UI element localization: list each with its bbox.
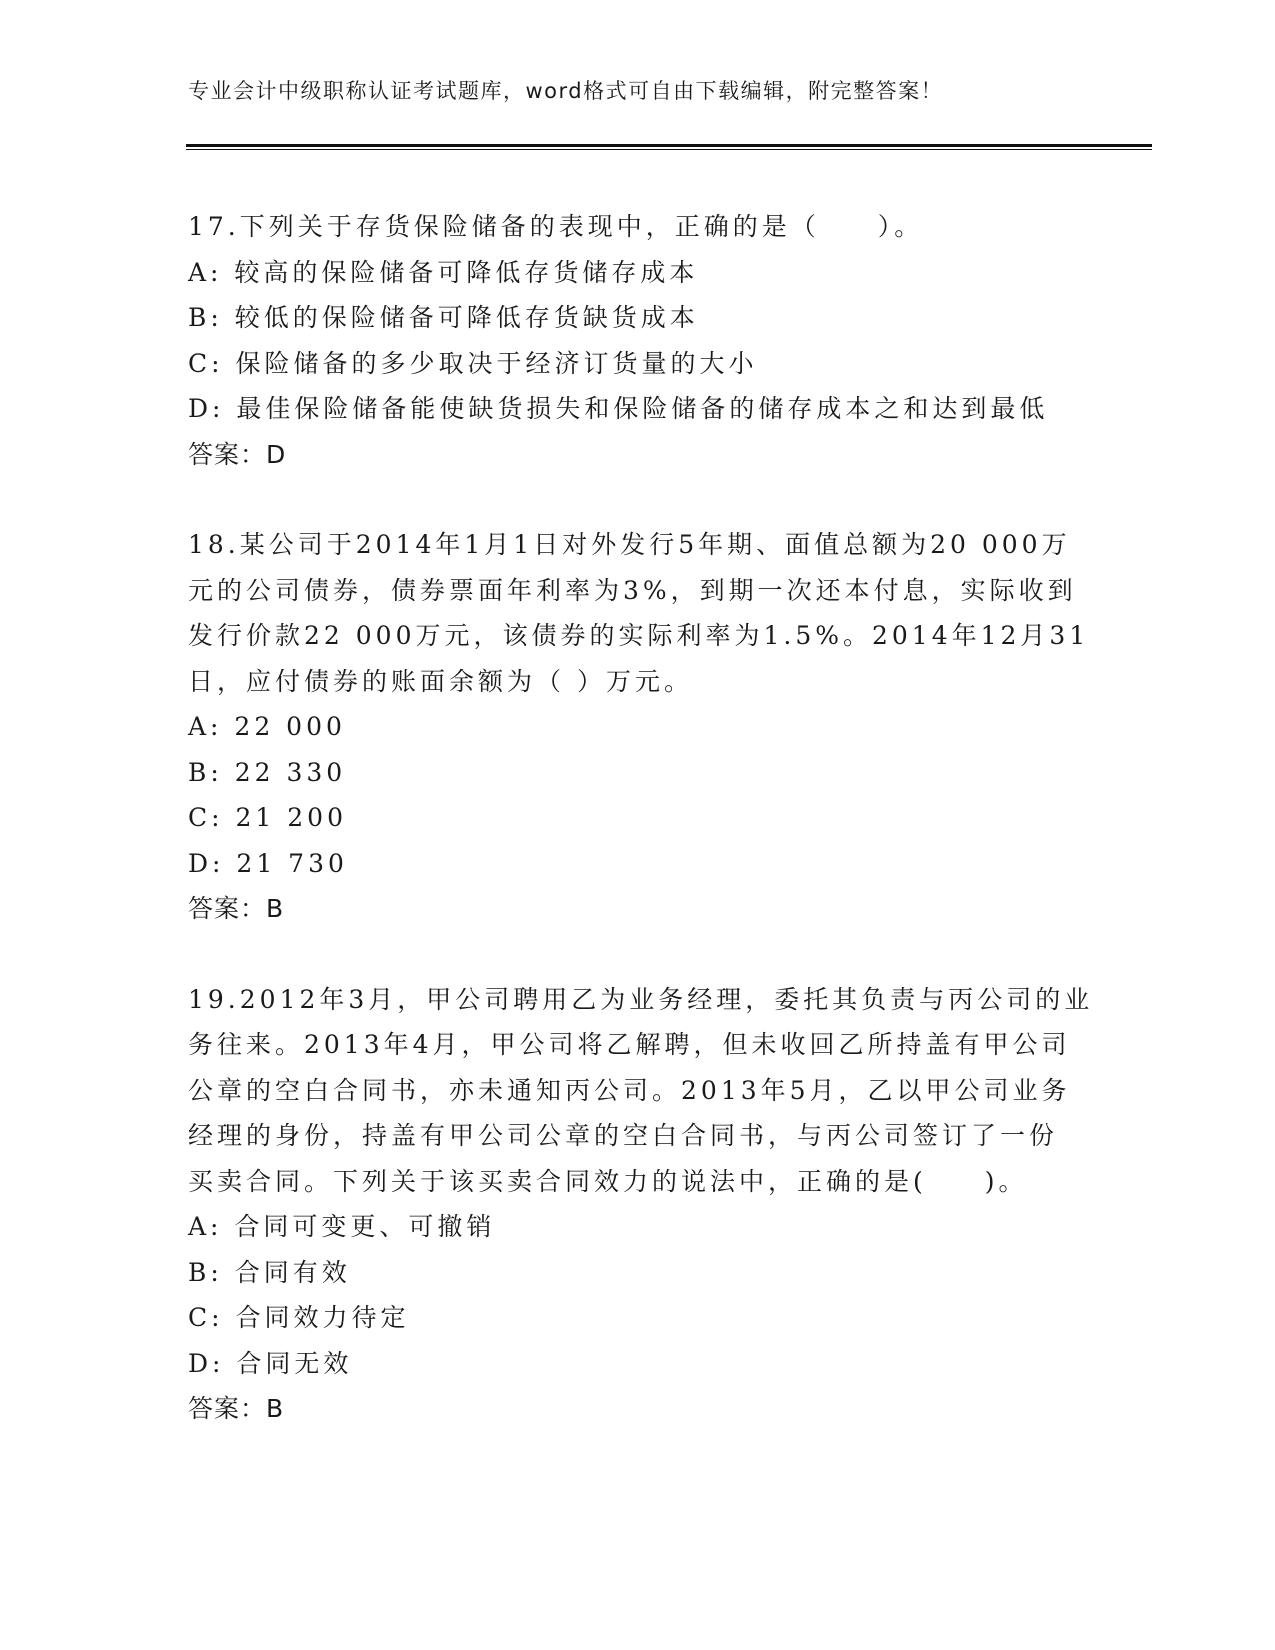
header-divider-thin: [186, 149, 1152, 150]
option-c: C: 保险储备的多少取决于经济订货量的大小: [188, 348, 758, 378]
option-b: B: 较低的保险储备可降低存货缺货成本: [188, 303, 699, 332]
answer-label: 答案：D: [188, 439, 287, 469]
question-spacer: [188, 477, 1088, 522]
page-header: 专业会计中级职称认证考试题库，word格式可自由下载编辑，附完整答案！: [188, 79, 944, 103]
question-stem: 17.下列关于存货保险储备的表现中，正确的是（ ）。: [188, 212, 924, 241]
question-stem-line: 务往来。2013年4月，甲公司将乙解聘，但未收回乙所持盖有甲公司: [188, 1030, 1071, 1059]
question-stem-line: 元的公司债券，债券票面年利率为3%，到期一次还本付息，实际收到: [188, 575, 1077, 605]
option-d: D: 最佳保险储备能使缺货损失和保险储备的储存成本之和达到最低: [188, 394, 1049, 423]
question-spacer: [188, 932, 1088, 977]
question-19: [188, 977, 1094, 1432]
question-stem-line: 买卖合同。下列关于该买卖合同效力的说法中，正确的是( )。: [188, 1166, 1028, 1196]
option-c: C: 21 200: [188, 803, 347, 832]
question-stem-line: 经理的身份，持盖有甲公司公章的空白合同书，与丙公司签订了一份: [188, 1121, 1059, 1150]
question-stem-line: 19.2012年3月，甲公司聘用乙为业务经理，委托其负责与丙公司的业: [188, 984, 1094, 1014]
question-stem-line: 日，应付债券的账面余额为（ ）万元。: [188, 666, 693, 696]
header-divider: [186, 144, 1152, 147]
question-17: [188, 204, 1088, 477]
option-d: D: 合同无效: [188, 1348, 353, 1378]
option-b: B: 22 330: [188, 757, 347, 787]
question-18: [188, 522, 1088, 932]
question-stem-line: 公章的空白合同书，亦未通知丙公司。2013年5月，乙以甲公司业务: [188, 1075, 1071, 1105]
option-a: A: 22 000: [188, 712, 346, 741]
option-a: A: 合同可变更、可撤销: [188, 1212, 496, 1241]
option-a: A: 较高的保险储备可降低存货储存成本: [188, 257, 699, 287]
question-stem-line: 发行价款22 000万元，该债券的实际利率为1.5%。2014年12月31: [188, 621, 1090, 650]
answer-label: 答案：B: [188, 894, 285, 923]
option-c: C: 合同效力待定: [188, 1303, 410, 1332]
question-stem-line: 18.某公司于2014年1月1日对外发行5年期、面值总额为20 000万: [188, 530, 1071, 559]
question-list: [188, 204, 1094, 1432]
option-b: B: 合同有效: [188, 1257, 351, 1287]
option-d: D: 21 730: [188, 848, 348, 878]
answer-label: 答案：B: [188, 1394, 285, 1423]
